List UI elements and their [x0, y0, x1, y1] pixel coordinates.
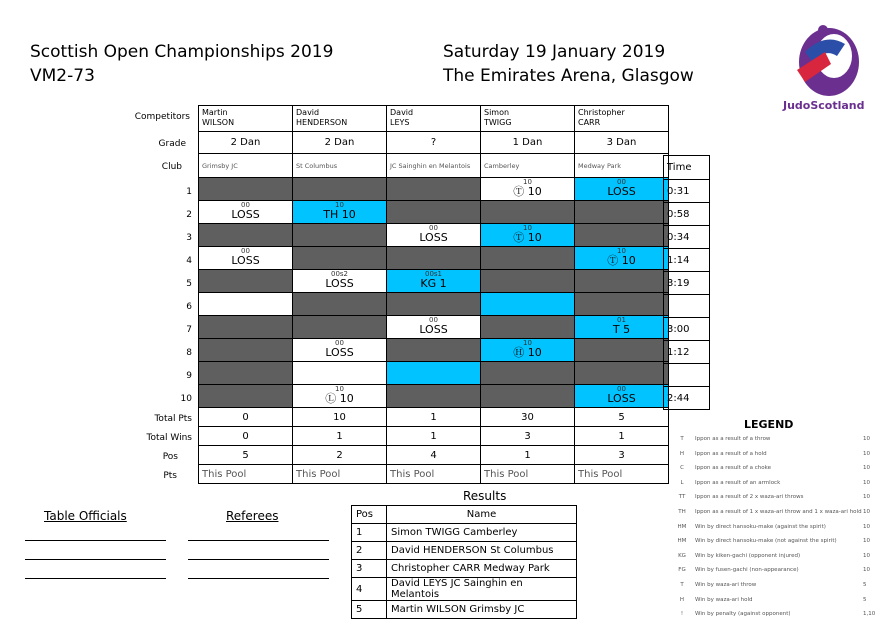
- legend-item: [675, 611, 875, 623]
- results-pos: 5: [352, 601, 387, 619]
- total-pts-cell: 0: [199, 408, 293, 427]
- competitor-1: Martin WILSON: [199, 106, 293, 132]
- judoscotland-logo: [785, 22, 865, 112]
- bout-cell: [575, 339, 669, 362]
- pos-cell: 5: [199, 446, 293, 465]
- bout-result: Ⓣ 10: [607, 254, 636, 267]
- legend-item: [675, 538, 875, 550]
- club-cell: Medway Park: [575, 154, 669, 178]
- legend-description: Win by fusen-gachi (non-appearance): [695, 567, 799, 574]
- bout-time: 0:34: [664, 226, 710, 249]
- bout-cell: [575, 385, 669, 408]
- legend-symbol: TH: [678, 509, 686, 515]
- bout-cell: [293, 270, 387, 293]
- score-code: 00: [335, 339, 344, 347]
- pos-cell: 2: [293, 446, 387, 465]
- bout-result: Ⓣ 10: [513, 231, 542, 244]
- bout-number: 8: [186, 348, 192, 358]
- bout-time: [664, 364, 710, 387]
- bout-row: [199, 178, 669, 201]
- legend-description: Win by kiken-gachi (opponent injured): [695, 552, 801, 559]
- bout-time: 1:12: [664, 341, 710, 364]
- bout-time: 2:44: [664, 387, 710, 410]
- bout-number: 3: [186, 233, 192, 243]
- score-code: 00: [429, 316, 438, 324]
- legend-description: Ippon as a result of an armlock: [695, 479, 781, 486]
- bout-cell: [293, 201, 387, 224]
- bout-row: [199, 270, 669, 293]
- legend-points: 10: [863, 436, 870, 442]
- legend-item: [675, 451, 875, 463]
- bout-cell: [575, 316, 669, 339]
- label-club: Club: [161, 162, 182, 172]
- bout-cell: [575, 270, 669, 293]
- bout-cell: [575, 201, 669, 224]
- results-row: [352, 578, 577, 601]
- bout-cell: [199, 385, 293, 408]
- legend-item: [675, 494, 875, 506]
- legend-symbol: KG: [678, 552, 686, 559]
- bout-cell: [293, 385, 387, 408]
- bout-cell: [387, 178, 481, 201]
- legend-description: Win by direct hansoku-make (not against the spirit): [695, 538, 837, 545]
- legend-item: [675, 524, 875, 536]
- grade-cell: 2 Dan: [199, 132, 293, 154]
- bout-cell: [199, 224, 293, 247]
- bout-cell: [199, 178, 293, 201]
- competitor-row: [199, 106, 669, 132]
- legend-item: [675, 480, 875, 492]
- legend-description: Win by direct hansoku-make (against the spirit): [695, 523, 826, 530]
- legend-points: 1,10: [863, 611, 876, 618]
- bout-time: 0:58: [664, 203, 710, 226]
- legend-points: 10: [863, 465, 870, 472]
- total-wins-row: [199, 427, 669, 446]
- score-code: 10: [335, 385, 344, 393]
- bout-cell: [481, 201, 575, 224]
- bout-cell: [387, 339, 481, 362]
- results-name: Martin WILSON Grimsby JC: [387, 601, 577, 619]
- bout-cell: [481, 178, 575, 201]
- legend-points: 5: [863, 596, 867, 603]
- results-pos: 4: [352, 578, 387, 601]
- legend-symbol: C: [680, 465, 684, 472]
- bout-result: LOSS: [325, 346, 354, 359]
- this-pool-cell: This Pool: [575, 465, 669, 484]
- bout-row: [199, 247, 669, 270]
- referees-label: Referees: [226, 509, 279, 523]
- legend-symbol: HM: [677, 538, 687, 545]
- legend-description: Ippon as a result of a hold: [695, 450, 767, 457]
- label-pos: Pos: [162, 452, 178, 462]
- bout-cell: [387, 201, 481, 224]
- club-cell: Camberley: [481, 154, 575, 178]
- bout-cell: [481, 316, 575, 339]
- legend-symbol: H: [679, 596, 685, 603]
- legend-points: 10: [863, 552, 870, 559]
- bout-cell: [199, 339, 293, 362]
- bout-cell: [481, 247, 575, 270]
- competitor-3: David LEYS: [387, 106, 481, 132]
- total-wins-cell: 1: [387, 427, 481, 446]
- label-grade: Grade: [158, 139, 186, 149]
- bout-result: LOSS: [325, 277, 354, 290]
- grade-row: [199, 132, 669, 154]
- score-code: 00: [617, 385, 626, 393]
- bout-time: [664, 295, 710, 318]
- legend-description: Win by waza-ari hold: [695, 596, 753, 603]
- results-row: [352, 524, 577, 542]
- total-pts-cell: 30: [481, 408, 575, 427]
- this-pool-cell: This Pool: [293, 465, 387, 484]
- time-header: Time: [664, 156, 710, 180]
- total-wins-cell: 0: [199, 427, 293, 446]
- pts-row: [199, 465, 669, 484]
- label-total-pts: Total Pts: [154, 414, 192, 424]
- bout-cell: [199, 201, 293, 224]
- score-code: 10: [523, 339, 532, 347]
- legend-title: LEGEND: [744, 418, 794, 431]
- pool-sheet-grid: [198, 105, 669, 484]
- legend-description: Ippon as a result of a throw: [695, 436, 771, 442]
- bout-cell: [199, 293, 293, 316]
- bout-result: LOSS: [607, 185, 636, 198]
- bout-cell: [293, 247, 387, 270]
- this-pool-cell: This Pool: [387, 465, 481, 484]
- legend-description: Ippon as a result of 2 x waza-ari throws: [695, 494, 804, 501]
- legend-points: 5: [863, 582, 867, 588]
- club-cell: Grimsby JC: [199, 154, 293, 178]
- legend-symbol: TT: [678, 494, 686, 501]
- results-name: Simon TWIGG Camberley: [387, 524, 577, 542]
- bout-number: 1: [186, 187, 192, 197]
- legend-item: [675, 465, 875, 477]
- bout-cell: [293, 293, 387, 316]
- signature-line: [188, 540, 329, 541]
- signature-line: [25, 559, 166, 560]
- competitor-5: Christopher CARR: [575, 106, 669, 132]
- score-code: 00s2: [330, 270, 348, 278]
- legend-symbol: !: [680, 611, 684, 618]
- legend-points: 10: [863, 567, 870, 574]
- bout-cell: [293, 178, 387, 201]
- bout-cell: [293, 362, 387, 385]
- bout-result: TH 10: [323, 208, 356, 221]
- legend-symbol: T: [680, 582, 684, 588]
- score-code: 00: [241, 201, 250, 209]
- bout-row: [199, 362, 669, 385]
- bout-cell: [199, 270, 293, 293]
- score-code: 10: [523, 178, 532, 186]
- score-code: 00: [617, 178, 626, 186]
- legend-item: [675, 436, 875, 448]
- results-title: Results: [463, 489, 507, 503]
- score-code: 10: [335, 201, 344, 209]
- event-title: Scottish Open Championships 2019: [30, 42, 334, 62]
- club-cell: JC Sainghin en Melantois: [387, 154, 481, 178]
- results-pos: 1: [352, 524, 387, 542]
- score-code: 01: [617, 316, 626, 324]
- legend-item: [675, 582, 875, 594]
- club-row: [199, 154, 669, 178]
- legend-symbol: T: [680, 436, 684, 442]
- grade-cell: ?: [387, 132, 481, 154]
- bout-time: 3:00: [664, 318, 710, 341]
- total-wins-cell: 3: [481, 427, 575, 446]
- bout-time: 3:19: [664, 272, 710, 295]
- club-cell: St Columbus: [293, 154, 387, 178]
- bout-time: 1:14: [664, 249, 710, 272]
- competitor-2: David HENDERSON: [293, 106, 387, 132]
- bout-number: 2: [186, 210, 192, 220]
- event-venue: The Emirates Arena, Glasgow: [443, 66, 694, 86]
- legend-description: Win by waza-ari throw: [695, 582, 757, 588]
- bout-result: T 5: [612, 323, 631, 336]
- total-pts-cell: 1: [387, 408, 481, 427]
- label-total-wins: Total Wins: [146, 433, 192, 443]
- bout-result: LOSS: [419, 231, 448, 244]
- bout-cell: [575, 293, 669, 316]
- score-code: 00: [429, 224, 438, 232]
- bout-cell: [387, 224, 481, 247]
- score-code: 00: [241, 247, 250, 255]
- logo-graphic: [785, 22, 865, 97]
- results-name: Christopher CARR Medway Park: [387, 560, 577, 578]
- logo-text: JudoScotland: [783, 99, 865, 112]
- table-officials-label: Table Officials: [44, 509, 127, 523]
- bout-row: [199, 316, 669, 339]
- bout-cell: [387, 247, 481, 270]
- bout-number: 9: [186, 371, 192, 381]
- score-code: 10: [617, 247, 626, 255]
- time-column: [663, 155, 710, 410]
- results-row: [352, 601, 577, 619]
- bout-number: 5: [186, 279, 192, 289]
- results-name: David HENDERSON St Columbus: [387, 542, 577, 560]
- legend-points: 10: [863, 509, 870, 515]
- legend-symbol: HM: [677, 523, 687, 530]
- bout-result: Ⓗ 10: [513, 346, 542, 359]
- legend-points: 10: [863, 523, 870, 530]
- bout-cell: [481, 270, 575, 293]
- this-pool-cell: This Pool: [199, 465, 293, 484]
- bout-row: [199, 293, 669, 316]
- bout-cell: [387, 270, 481, 293]
- results-header-row: [352, 506, 577, 524]
- bout-time: 0:31: [664, 180, 710, 203]
- bout-number: 10: [180, 394, 192, 404]
- bout-cell: [575, 362, 669, 385]
- bout-row: [199, 385, 669, 408]
- score-code: 00s1: [424, 270, 442, 278]
- bout-cell: [387, 316, 481, 339]
- signature-line: [188, 559, 329, 560]
- bout-number: 7: [186, 325, 192, 335]
- total-pts-cell: 5: [575, 408, 669, 427]
- signature-line: [25, 540, 166, 541]
- bout-result: LOSS: [231, 254, 260, 267]
- legend-description: Ippon as a result of a choke: [695, 465, 772, 472]
- results-pos: 3: [352, 560, 387, 578]
- results-pos: 2: [352, 542, 387, 560]
- results-row: [352, 542, 577, 560]
- signature-line: [25, 578, 166, 579]
- pool-code: VM2-73: [30, 66, 95, 86]
- score-code: 10: [523, 224, 532, 232]
- bout-cell: [199, 316, 293, 339]
- legend-item: [675, 509, 875, 521]
- grade-cell: 1 Dan: [481, 132, 575, 154]
- results-pos-header: Pos: [352, 506, 387, 524]
- total-wins-cell: 1: [575, 427, 669, 446]
- pos-cell: 3: [575, 446, 669, 465]
- bout-number: 6: [186, 302, 192, 312]
- legend-item: [675, 567, 875, 579]
- total-wins-cell: 1: [293, 427, 387, 446]
- bout-cell: [387, 385, 481, 408]
- results-table: [351, 505, 577, 619]
- bout-cell: [481, 362, 575, 385]
- bout-result: LOSS: [607, 392, 636, 405]
- total-pts-cell: 10: [293, 408, 387, 427]
- total-pts-row: [199, 408, 669, 427]
- grade-cell: 3 Dan: [575, 132, 669, 154]
- legend-description: Ippon as a result of 1 x waza-ari throw and 1 x waza-ari hold: [695, 509, 862, 515]
- results-name-header: Name: [387, 506, 577, 524]
- legend-points: 10: [863, 494, 870, 501]
- legend-points: 10: [863, 479, 870, 486]
- bout-result: Ⓣ 10: [513, 185, 542, 198]
- legend-points: 10: [863, 538, 870, 545]
- bout-cell: [387, 293, 481, 316]
- pos-cell: 1: [481, 446, 575, 465]
- label-competitors: Competitors: [134, 112, 190, 122]
- legend-symbol: L: [680, 479, 684, 486]
- bout-cell: [293, 316, 387, 339]
- bout-result: LOSS: [231, 208, 260, 221]
- bout-row: [199, 339, 669, 362]
- pos-row: [199, 446, 669, 465]
- bout-result: KG 1: [420, 277, 447, 290]
- results-row: [352, 560, 577, 578]
- bout-result: Ⓛ 10: [325, 392, 354, 405]
- bout-cell: [387, 362, 481, 385]
- legend-item: [675, 553, 875, 565]
- bout-row: [199, 201, 669, 224]
- legend-description: Win by penalty (against opponent): [695, 611, 791, 618]
- bout-cell: [481, 339, 575, 362]
- signature-line: [188, 578, 329, 579]
- bout-cell: [199, 362, 293, 385]
- competitor-4: Simon TWIGG: [481, 106, 575, 132]
- bout-cell: [293, 339, 387, 362]
- bout-cell: [481, 224, 575, 247]
- bout-cell: [575, 178, 669, 201]
- results-name: David LEYS JC Sainghin en Melantois: [387, 578, 577, 601]
- bout-cell: [575, 247, 669, 270]
- this-pool-cell: This Pool: [481, 465, 575, 484]
- event-date: Saturday 19 January 2019: [443, 42, 666, 62]
- bout-cell: [481, 385, 575, 408]
- pos-cell: 4: [387, 446, 481, 465]
- bout-result: LOSS: [419, 323, 448, 336]
- bout-row: [199, 224, 669, 247]
- legend-symbol: FG: [678, 567, 686, 574]
- bout-cell: [481, 293, 575, 316]
- legend-points: 10: [863, 450, 870, 457]
- label-pts: Pts: [163, 471, 177, 481]
- bout-cell: [293, 224, 387, 247]
- bout-cell: [199, 247, 293, 270]
- bout-number: 4: [186, 256, 192, 266]
- grade-cell: 2 Dan: [293, 132, 387, 154]
- bout-cell: [575, 224, 669, 247]
- legend-symbol: H: [679, 450, 685, 457]
- legend-item: [675, 597, 875, 609]
